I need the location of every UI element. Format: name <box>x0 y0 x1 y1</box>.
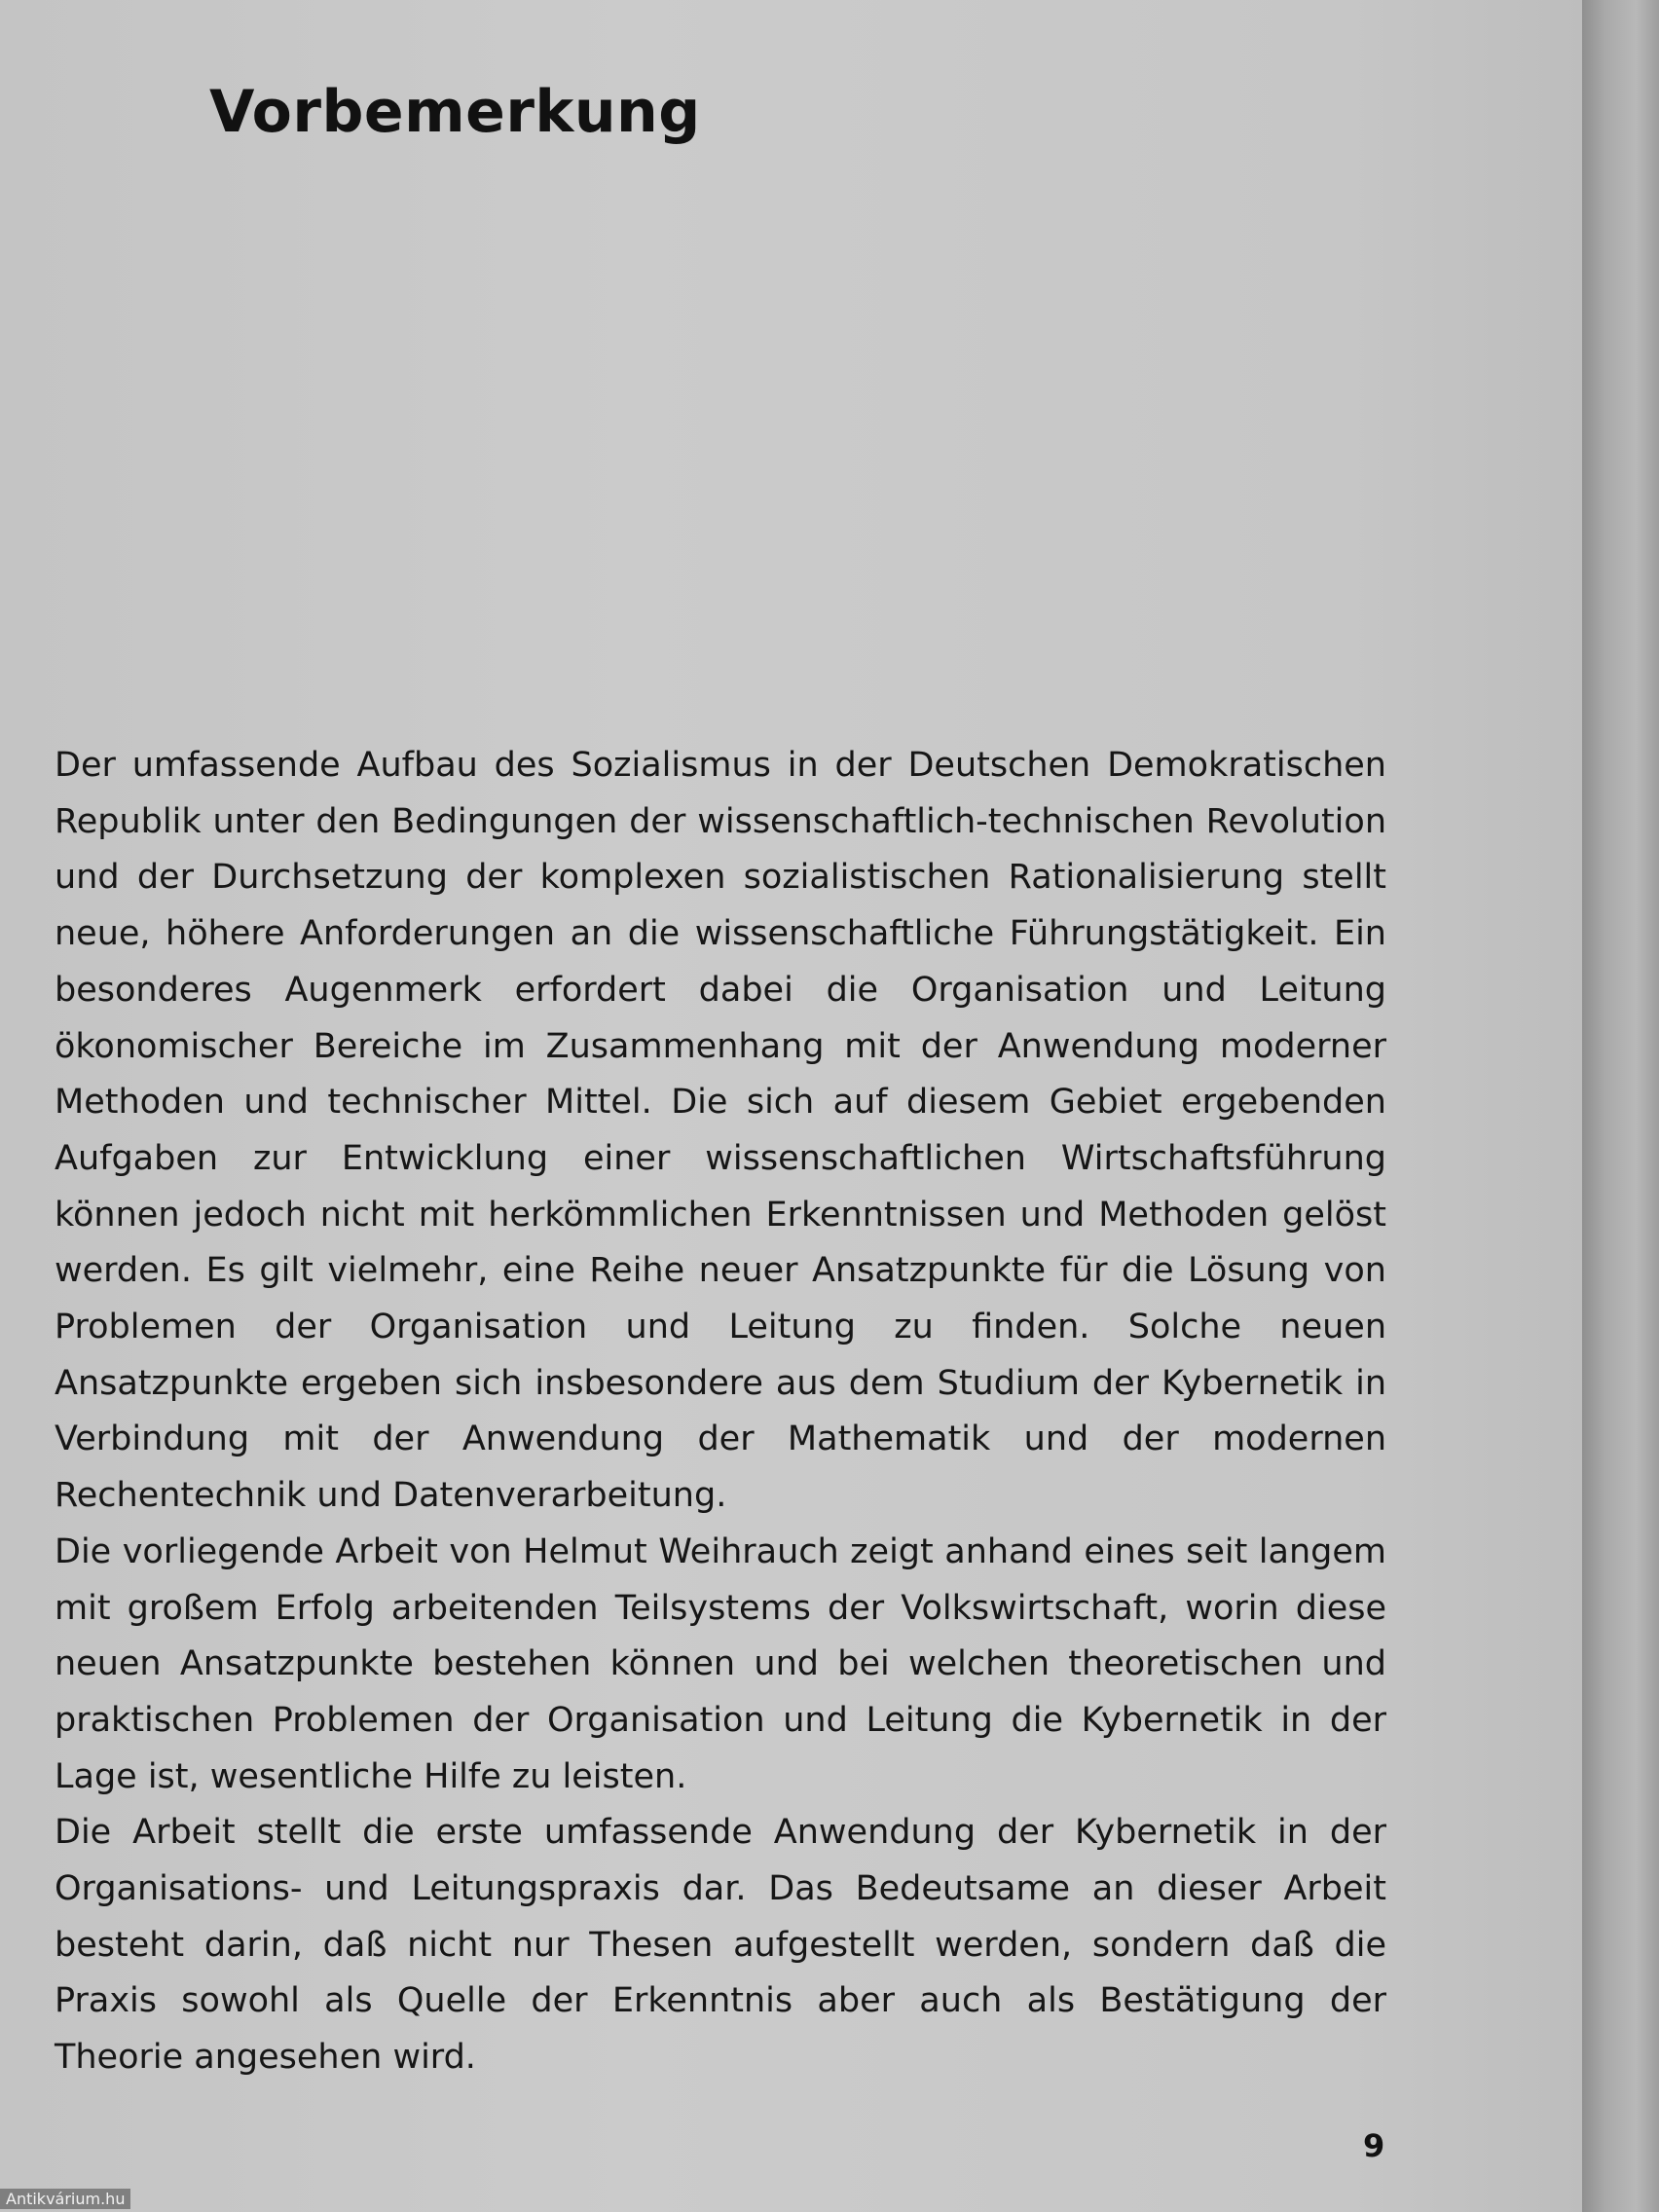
paragraph-1: Der umfassende Aufbau des Sozialismus in der Deutschen Demokratischen Republik unter den Bedingungen der wissenschaftlich-technischen Revolution und der Durchsetzung der komplexen sozialistischen Rationalisierung stellt neue, höhere Anforderungen an die wissenschaftliche Führungstätigkeit. Ein besonderes Augenmerk erfordert dabei die Organisation und Leitung ökonomischer Bereiche im Zusammenhang mit der Anwendung moderner Methoden und technischer Mittel. Die sich auf diesem Gebiet ergebenden Aufgaben zur Entwicklung einer wissenschaftlichen Wirtschaftsführung können jedoch nicht mit herkömmlichen Erkenntnissen und Methoden gelöst werden. Es gilt vielmehr, eine Reihe neuer Ansatzpunkte für die Lösung von Problemen der Organisation und Leitung zu finden. Solche neuen Ansatzpunkte ergeben sich insbesondere aus dem Studium der Kybernetik in Verbindung mit der Anwendung der Mathematik und der modernen Rechentechnik und Datenverarbeitung. <box>55 746 1386 1516</box>
body-text <box>55 738 1386 2086</box>
page-heading: Vorbemerkung <box>209 78 701 146</box>
paragraph-3: Die Arbeit stellt die erste umfassende Anwendung der Kybernetik in der Organisations- und Leitungspraxis dar. Das Bedeutsame an dieser Arbeit besteht darin, daß nicht nur Thesen aufgestellt werden, sondern daß die Praxis sowohl als Quelle der Erkenntnis aber auch als Bestätigung der Theorie angesehen wird. <box>55 1813 1386 2078</box>
paragraph-2: Die vorliegende Arbeit von Helmut Weihrauch zeigt anhand eines seit langem mit großem Erfolg arbeitenden Teilsystems der Volkswirtschaft, worin diese neuen Ansatzpunkte bestehen können und bei welchen theoretischen und praktischen Problemen der Organisation und Leitung die Kybernetik in der Lage ist, wesentliche Hilfe zu leisten. <box>55 1531 1386 1796</box>
page-number: 9 <box>1363 2127 1385 2164</box>
page-edge <box>1582 0 1659 2212</box>
watermark: Antikvárium.hu <box>0 2189 130 2209</box>
